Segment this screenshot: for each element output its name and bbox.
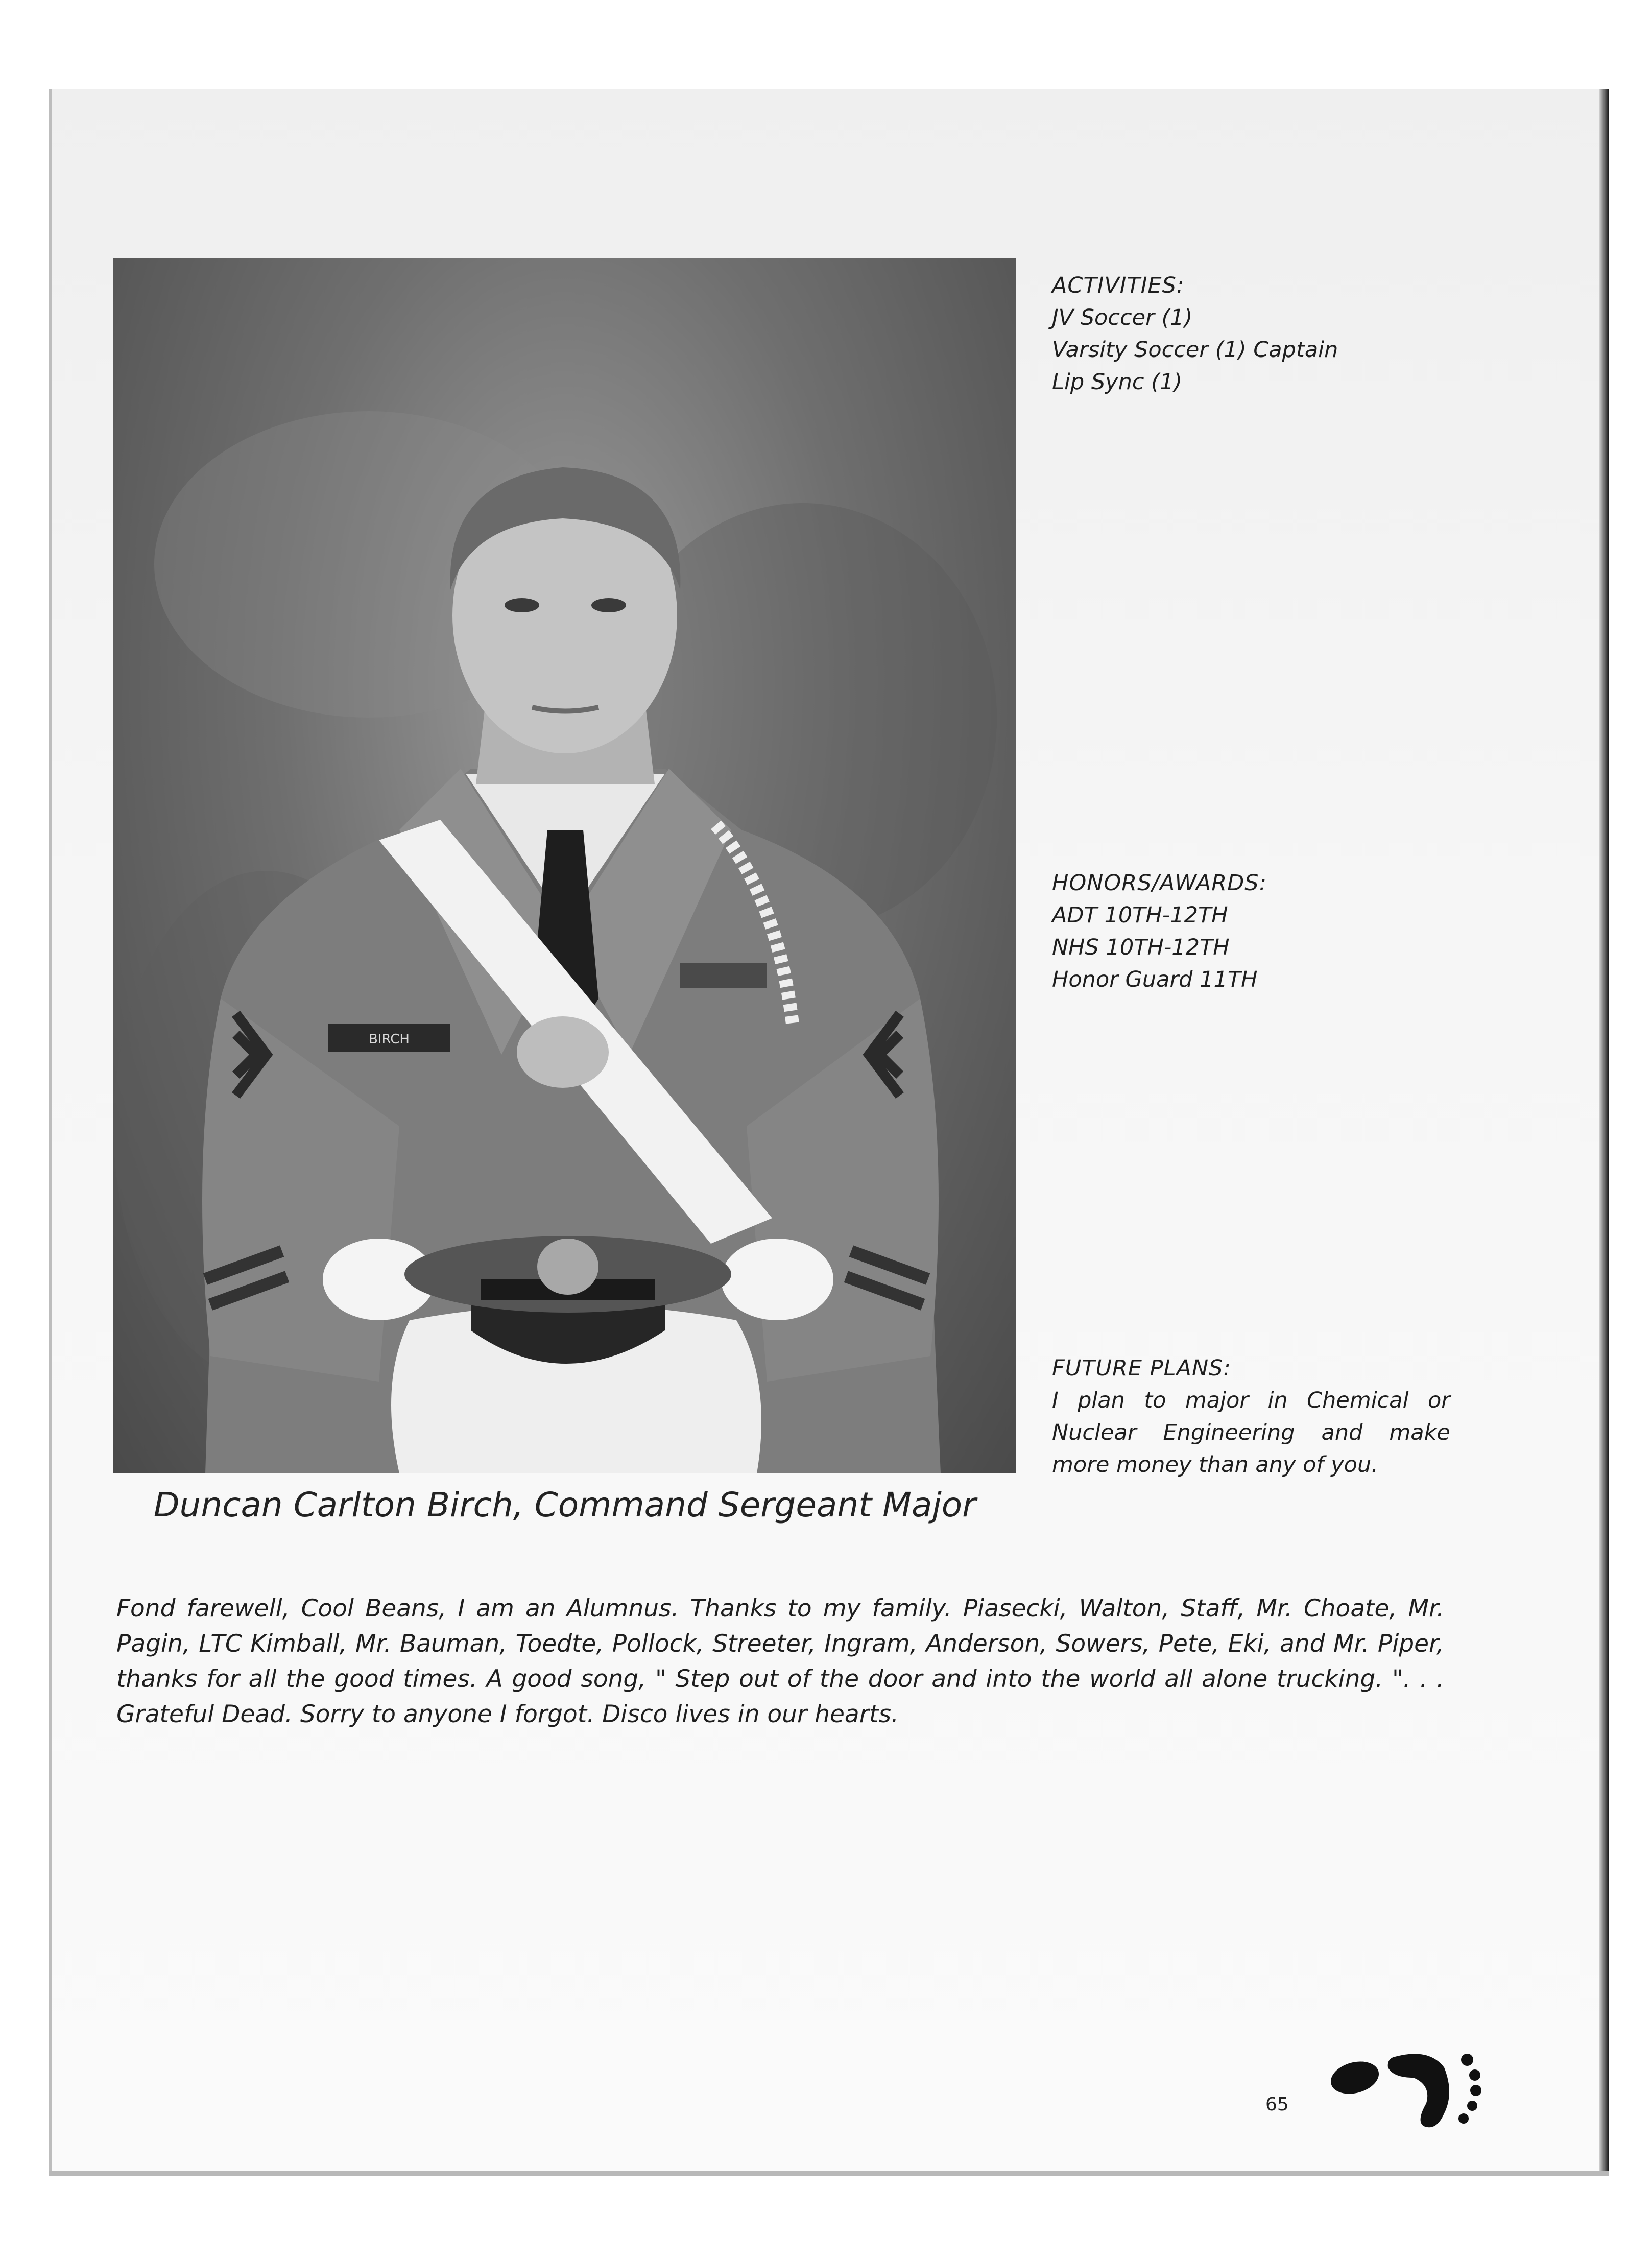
activity-item: Varsity Soccer (1) Captain bbox=[1052, 337, 1338, 363]
farewell-message: Fond farewell, Cool Beans, I am an Alumnus. Thanks to my family. Piasecki, Walton, Staff, Mr. Choate, Mr. Pagin, LTC Kimball, Mr. Bauman, Toedte, Pollock, Streeter, Ingram, Anderson, Sowers, Pete, Eki, and Mr. Piper, thanks for all the good times. A good song, " Step out of the door and into the world all alone trucking. ". . . Grateful Dead. Sorry to anyone I forgot. Disco lives in our hearts. bbox=[116, 1595, 1444, 1728]
nametag-text: BIRCH bbox=[369, 1032, 410, 1047]
portrait-photo bbox=[113, 258, 1016, 1473]
future-plans-text: I plan to major in Chemical or Nuclear Engineering and make more money than any of you. bbox=[1052, 1388, 1450, 1478]
portrait-illustration bbox=[113, 258, 1016, 1473]
activities-heading: ACTIVITIES: bbox=[1052, 273, 1185, 298]
portrait-caption: Duncan Carlton Birch, Command Sergeant Major bbox=[153, 1485, 976, 1525]
honor-item: NHS 10TH-12TH bbox=[1052, 935, 1230, 960]
honor-item: ADT 10TH-12TH bbox=[1052, 902, 1228, 928]
future-plans-heading: FUTURE PLANS: bbox=[1052, 1355, 1231, 1381]
honors-section bbox=[1052, 867, 1461, 996]
sheet-left-edge bbox=[49, 89, 52, 2176]
activity-item: Lip Sync (1) bbox=[1052, 369, 1183, 395]
footprint-icon bbox=[1327, 2037, 1500, 2141]
sheet-right-edge bbox=[1599, 89, 1609, 2176]
activity-item: JV Soccer (1) bbox=[1052, 305, 1193, 330]
future-plans-section bbox=[1052, 1352, 1450, 1481]
activities-section bbox=[1052, 270, 1461, 398]
sheet-bottom-edge bbox=[49, 2171, 1609, 2176]
page-number: 65 bbox=[1265, 2094, 1289, 2115]
honor-item: Honor Guard 11TH bbox=[1052, 967, 1258, 992]
honors-heading: HONORS/AWARDS: bbox=[1052, 870, 1267, 896]
